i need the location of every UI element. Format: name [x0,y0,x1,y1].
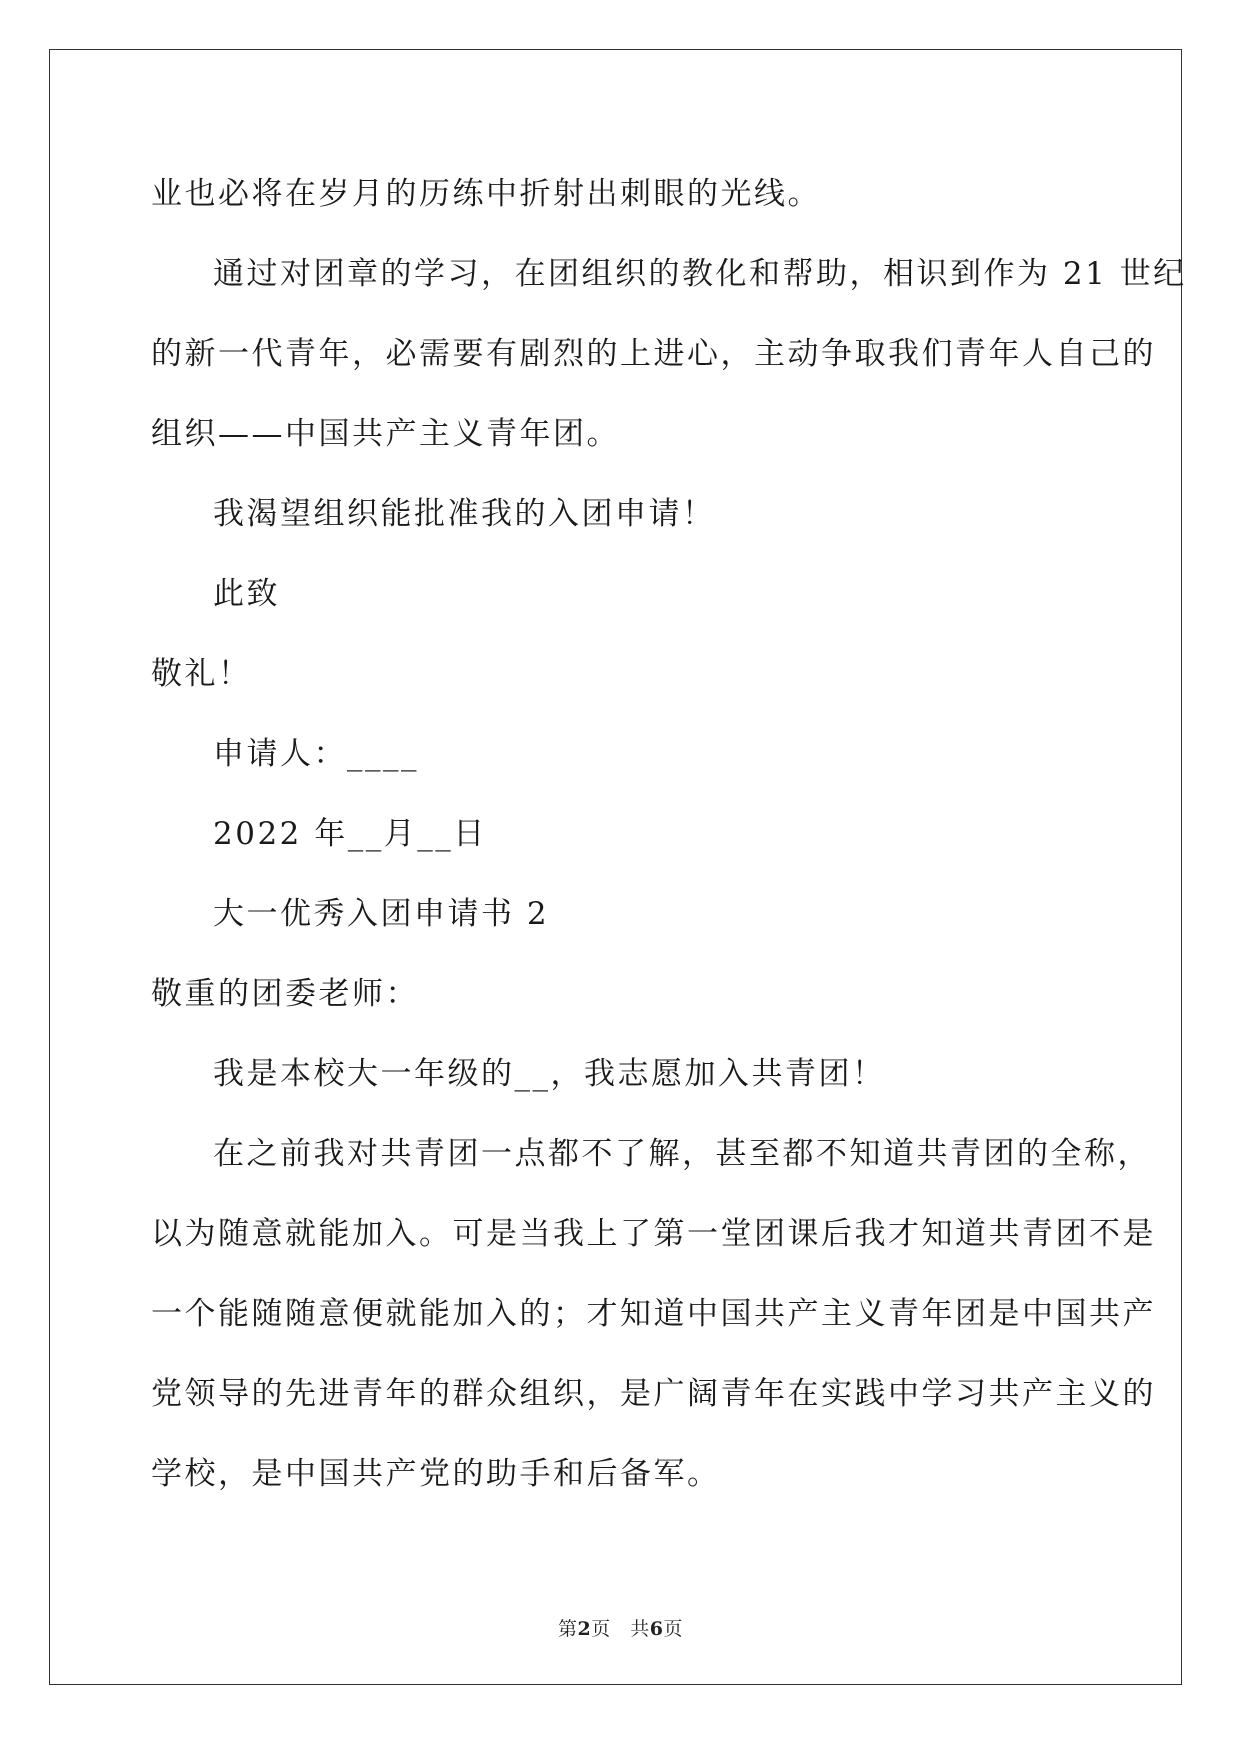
paragraph-line: 通过对团章的学习，在团组织的教化和帮助，相识到作为 21 世纪 [213,256,1187,292]
applicant-line: 申请人：____ [213,736,419,772]
page-prefix: 第 [557,1618,578,1640]
paragraph-line: 业也必将在岁月的历练中折射出刺眼的光线。 [151,176,821,212]
page-suffix: 页 [663,1618,683,1640]
salutation-line: 敬礼！ [151,656,252,692]
paragraph-line: 我渴望组织能批准我的入团申请！ [213,496,716,532]
section-title: 大一优秀入团申请书 2 [213,896,550,932]
paragraph-line: 在之前我对共青团一点都不了解，甚至都不知道共青团的全称， [213,1136,1151,1172]
salutation-line: 此致 [213,576,280,612]
page-number-footer [0,1614,1241,1641]
current-page-number: 2 [577,1618,592,1640]
paragraph-line: 以为随意就能加入。可是当我上了第一堂团课后我才知道共青团不是 [151,1216,1156,1252]
paragraph-line: 党领导的先进青年的群众组织，是广阔青年在实践中学习共产主义的 [151,1376,1156,1412]
page-mid: 页 共 [591,1618,650,1640]
paragraph-line: 的新一代青年，必需要有剧烈的上进心，主动争取我们青年人自己的 [151,336,1156,372]
paragraph-line: 我是本校大一年级的__，我志愿加入共青团！ [213,1056,886,1092]
page-border [49,49,1182,1685]
date-line: 2022 年__月__日 [213,816,487,852]
paragraph-line: 学校，是中国共产党的助手和后备军。 [151,1456,721,1492]
total-page-number: 6 [649,1618,664,1640]
paragraph-line: 一个能随随意便就能加入的；才知道中国共产主义青年团是中国共产 [151,1296,1156,1332]
paragraph-line: 组织——中国共产主义青年团。 [151,416,620,452]
greeting-line: 敬重的团委老师： [151,976,419,1012]
